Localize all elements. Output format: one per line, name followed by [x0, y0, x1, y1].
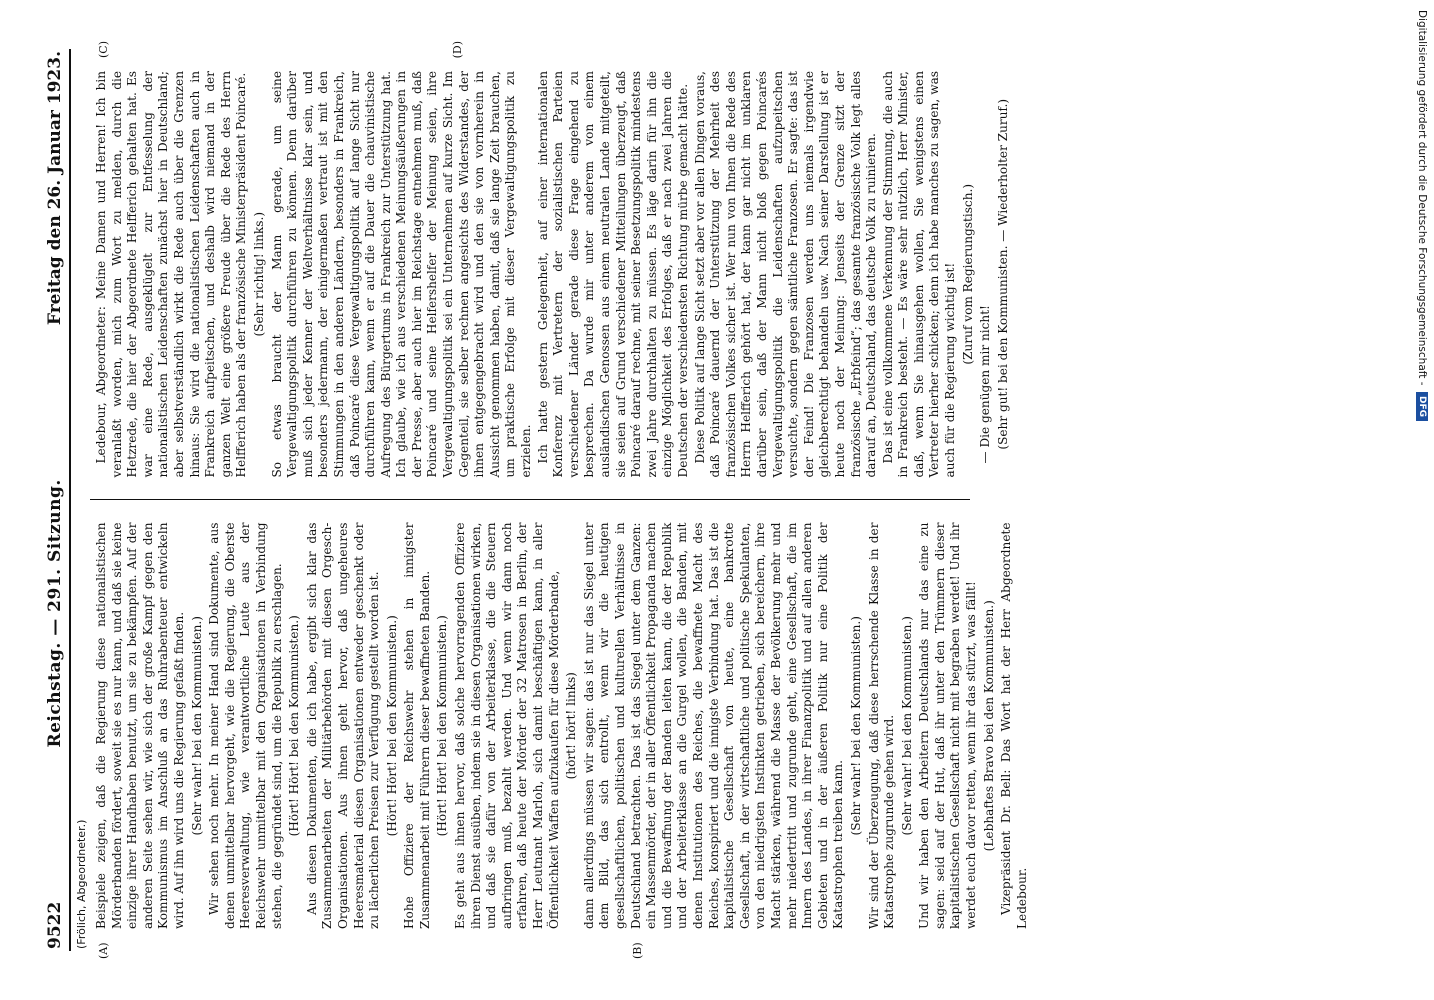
paragraph: So etwas braucht der Mann gerade, um seine Vergewaltigungspolitik durchführen zu können. Denn darüber muß sich jeder Kenner der Weltverhältnisse klar sein, und besonders jedermann, der einigermaßen vertraut ist mit den Stimmungen in den anderen Ländern, besonders in Frankreich, daß Poincaré diese Vergewaltigungspolitik auf lange Sicht nur durchführen kann, wenn er auf die Dauer die chauvinistische Aufregung des Bürgertums in Frankreich zur Unterstützung hat. Ich glaube, wie ich aus verschiedenen Meinungsäußerungen in der Presse, aber auch hier im Reichstage entnehmen muß, daß Poincaré und seine Helfershelfer der Meinung seien, ihre Vergewaltigungspolitik sei ein Unternehmen auf kurze Sicht. Im Gegenteil, sie selber rechnen angesichts des Widerstandes, der ihnen entgegengebracht wird und den sie von vornherein in Aussicht genommen haben, damit, daß sie lange Zeit brauchen, um praktische Erfolge mit dieser Vergewaltigungspolitik zu erzielen. — [269, 71, 534, 478]
paragraph: Hohe Offiziere der Reichswehr stehen in innigster Zusammenarbeit mit Führern dieser bewaffneten Banden. — [402, 522, 432, 929]
interjection: (Sehr wahr! bei den Kommunisten.) — [899, 616, 914, 836]
paragraph: Es geht aus ihnen hervor, daß solche hervorragenden Offiziere ihren Dienst ausüben, indem sie in diesen Organisationen wirken, und daß sie dafür von der Arbeiterklasse, die die Steuern aufbringen muß, bezahlt werden. Und wenn wir dann noch erfahren, daß heute der Mörder der 32 Matrosen in Berlin, der Herr Leutnant Marloh, sich damit beschäftigen kann, in aller Öffentlichkeit Waffen aufzukaufen für diese Mörderbande, — [453, 522, 561, 929]
interjection: (Sehr wahr! bei den Kommunisten.) — [189, 616, 204, 836]
text-columns — [90, 41, 1029, 959]
right-column — [90, 41, 1010, 500]
dfg-logo: DFG — [1416, 392, 1428, 421]
paragraph: Aus diesen Dokumenten, die ich habe, ergibt sich klar das Zusammenarbeiten der Militärbehörden mit diesen Orgesch-Organisationen. Aus ihnen geht hervor, daß ungeheures Heeresmaterial diesen Organisationen entweder geschenkt oder zu lächerlichen Preisen zur Verfügung gestellt worden ist. — [304, 522, 382, 929]
paragraph: Diese Politik auf lange Sicht setzt aber vor allen Dingen voraus, daß Poincaré dauernd der Unterstützung der Mehrheit des französischen Volkes sicher ist. Wer nun von Ihnen die Rede des Herrn Helfferich gehört hat, der kann gar nicht im unklaren darüber sein, daß der Mann nicht bloß gegen Poincarés Vergewaltigungspolitik die Leidenschaften aufzupeitschen versuchte, sondern gegen sämtliche Franzosen. Er sagte: das ist der Feind! Die Franzosen werden uns niemals irgendwie gleichberechtigt behandeln usw. Nach seiner Darstellung ist er heute noch der Meinung: Jenseits der Grenze sitzt der französische „Erbfeind“; das gesamte französische Volk legt alles darauf an, Deutschland, das deutsche Volk zu ruinieren. — [692, 71, 879, 478]
paragraph: — Die genügen mir nicht! — [978, 305, 993, 464]
interjection: (Lebhaftes Bravo bei den Kommunisten.) — [981, 600, 996, 852]
paragraph: Wir sind der Überzeugung, daß diese herrschende Klasse in der Katastrophe zugrunde gehen wird. — [866, 522, 897, 929]
speaker-paragraph: Ledebour, Abgeordneter: Meine Damen und Herren! Ich bin veranlaßt worden, mich zum Wort zu melden, durch die Hetzrede, die hier der Abgeordnete Helfferich gehalten hat. Es war eine Rede, ausgeklügelt zur Entfesselung der nationalistischen Leidenschaften zunächst hier in Deutschland; aber selbstverständlich wirkt die Rede auch über die Grenzen hinaus: Sie wird die nationalistischen Leidenschaften auch in Frankreich aufpeitschen, und deshalb wird niemand in der ganzen Welt eine größere Freude über die Rede des Herrn Helfferich haben als der französische Ministerpräsident Poincaré. — [94, 71, 249, 478]
margin-marker-d: (D) — [451, 41, 464, 59]
session-date: Freitag den 26. Januar 1923. — [45, 51, 65, 326]
document-page — [37, 35, 1397, 965]
paragraph: Wir sehen noch mehr. In meiner Hand sind Dokumente, aus denen unmittelbar hervorgeht, wie die Regierung, die Oberste Heeresverwaltung, wie verantwortliche Leute aus der Reichswehr unmittelbar mit den Organisationen in Verbindung stehen, die gegründet sind, um die Republik zu erschlagen. — [207, 522, 284, 929]
session-title: Reichstag. — 291. Sitzung. — [45, 479, 65, 748]
paragraph: Das ist eine vollkommene Verkennung der Stimmung, die auch in Frankreich besteht. — Es wäre sehr nützlich, Herr Minister, daß, wenn Sie hinausgehen wollen, Sie wenigstens einen Vertreter hierher schicken; denn ich habe manches zu sagen, was auch für die Regierung wichtig ist! — [880, 71, 958, 478]
page-header — [43, 49, 71, 951]
interjection: (hört! hört! links) — [564, 672, 579, 780]
digitization-stamp — [1416, 10, 1428, 421]
interjection: (Sehr wahr! bei den Kommunisten.) — [848, 616, 863, 836]
paragraph: dann allerdings müssen wir sagen: das ist nur das Siegel unter dem Bild, das sich entrollt, wenn wir die heutigen gesellschaftlichen, politischen und kulturellen Verhältnisse in Deutschland betrachten. Das ist das Siegel unter dem Ganzen: ein Massenmörder, der in aller Öffentlichkeit Propaganda machen und die Bewaffnung der Banden leiten kann, die der Republik und der Arbeiterklasse an die Gurgel wollen, die Banden, mit denen Institutionen des Reiches, die bewaffnete Macht des Reiches, konspiriert und die innigste Verbindung hat. Das ist die kapitalistische Gesellschaft von heute, eine bankrotte Gesellschaft, in der wirtschaftliche und politische Spekulanten, von den niedrigsten Instinkten getrieben, sich bereichern, ihre Macht stärken, während die Masse der Bevölkerung mehr und mehr niedertritt und zugrunde geht, eine Gesellschaft, die im Innern des Landes, in ihrer Finanzpolitik und auf allen anderen Gebieten und in der äußeren Politik nur eine Politik der Katastrophen treiben kann. — [581, 522, 846, 929]
margin-marker-b: (B) — [631, 942, 644, 959]
left-column — [90, 500, 1029, 959]
speaker-note: (Frölich, Abgeordneter.) — [75, 819, 88, 949]
digitization-stamp-text: Digitalisierung gefördert durch die Deutsche Forschungsgemeinschaft - — [1416, 10, 1428, 386]
margin-marker-a: (A) — [97, 942, 110, 959]
paragraph: Beispiele zeigen, daß die Regierung diese nationalistischen Mörderbanden fördert, soweit sie es nur kann, und daß sie keine einzige ihrer Handhaben benutzt, um sie zu bekämpfen. Auf der anderen Seite sehen wir, wie sich der große Kampf gegen den Kommunismus im Anschluß an das Ruhrabenteuer entwickeln wird. Auf ihn wird uns die Regierung gefaßt finden. — [94, 522, 186, 929]
interjection: (Sehr gut! bei den Kommunisten. — Wiederholter Zuruf.) — [995, 98, 1010, 450]
interjection: (Zuruf vom Regierungstisch.) — [960, 183, 975, 365]
interjection: (Hört! Hört! bei den Kommunisten.) — [287, 615, 302, 837]
margin-marker-c: (C) — [97, 41, 110, 58]
speaker-paragraph: Vizepräsident Dr. Bell: Das Wort hat der Herr Abgeordnete Ledebour. — [999, 522, 1029, 929]
paragraph: Ich hatte gestern Gelegenheit, auf einer internationalen Konferenz mit Vertretern der sozialistischen Parteien verschiedener Länder gerade diese Frage eingehend zu besprechen. Da wurde mir unter anderem von einem ausländischen Genossen aus einem neutralen Lande mitgeteilt, sie seien auf Grund verschiedener Mitteilungen überzeugt, daß Poincaré darauf rechne, mit seiner Besetzungspolitik mindestens zwei Jahre durchhalten zu müssen. Es läge darin für ihn die einzige Möglichkeit des Erfolges, daß er nach zwei Jahren die Deutschen der verschiedensten Richtung mürbe gemacht hätte. — [535, 71, 690, 478]
interjection: (Hört! Hört! bei den Kommunisten.) — [384, 615, 399, 837]
paragraph: Und wir haben den Arbeitern Deutschlands nur das eine zu sagen: seid auf der Hut, daß ihr unter den Trümmern dieser kapitalistischen Gesellschaft nicht mit begraben werdet! Und ihr werdet euch davor retten, wenn ihr das stürzt, was fällt! — [917, 522, 979, 929]
page-number: 9522 — [45, 901, 65, 949]
interjection: (Sehr richtig! links.) — [251, 211, 266, 337]
interjection: (Hört! Hört! bei den Kommunisten.) — [435, 615, 450, 837]
